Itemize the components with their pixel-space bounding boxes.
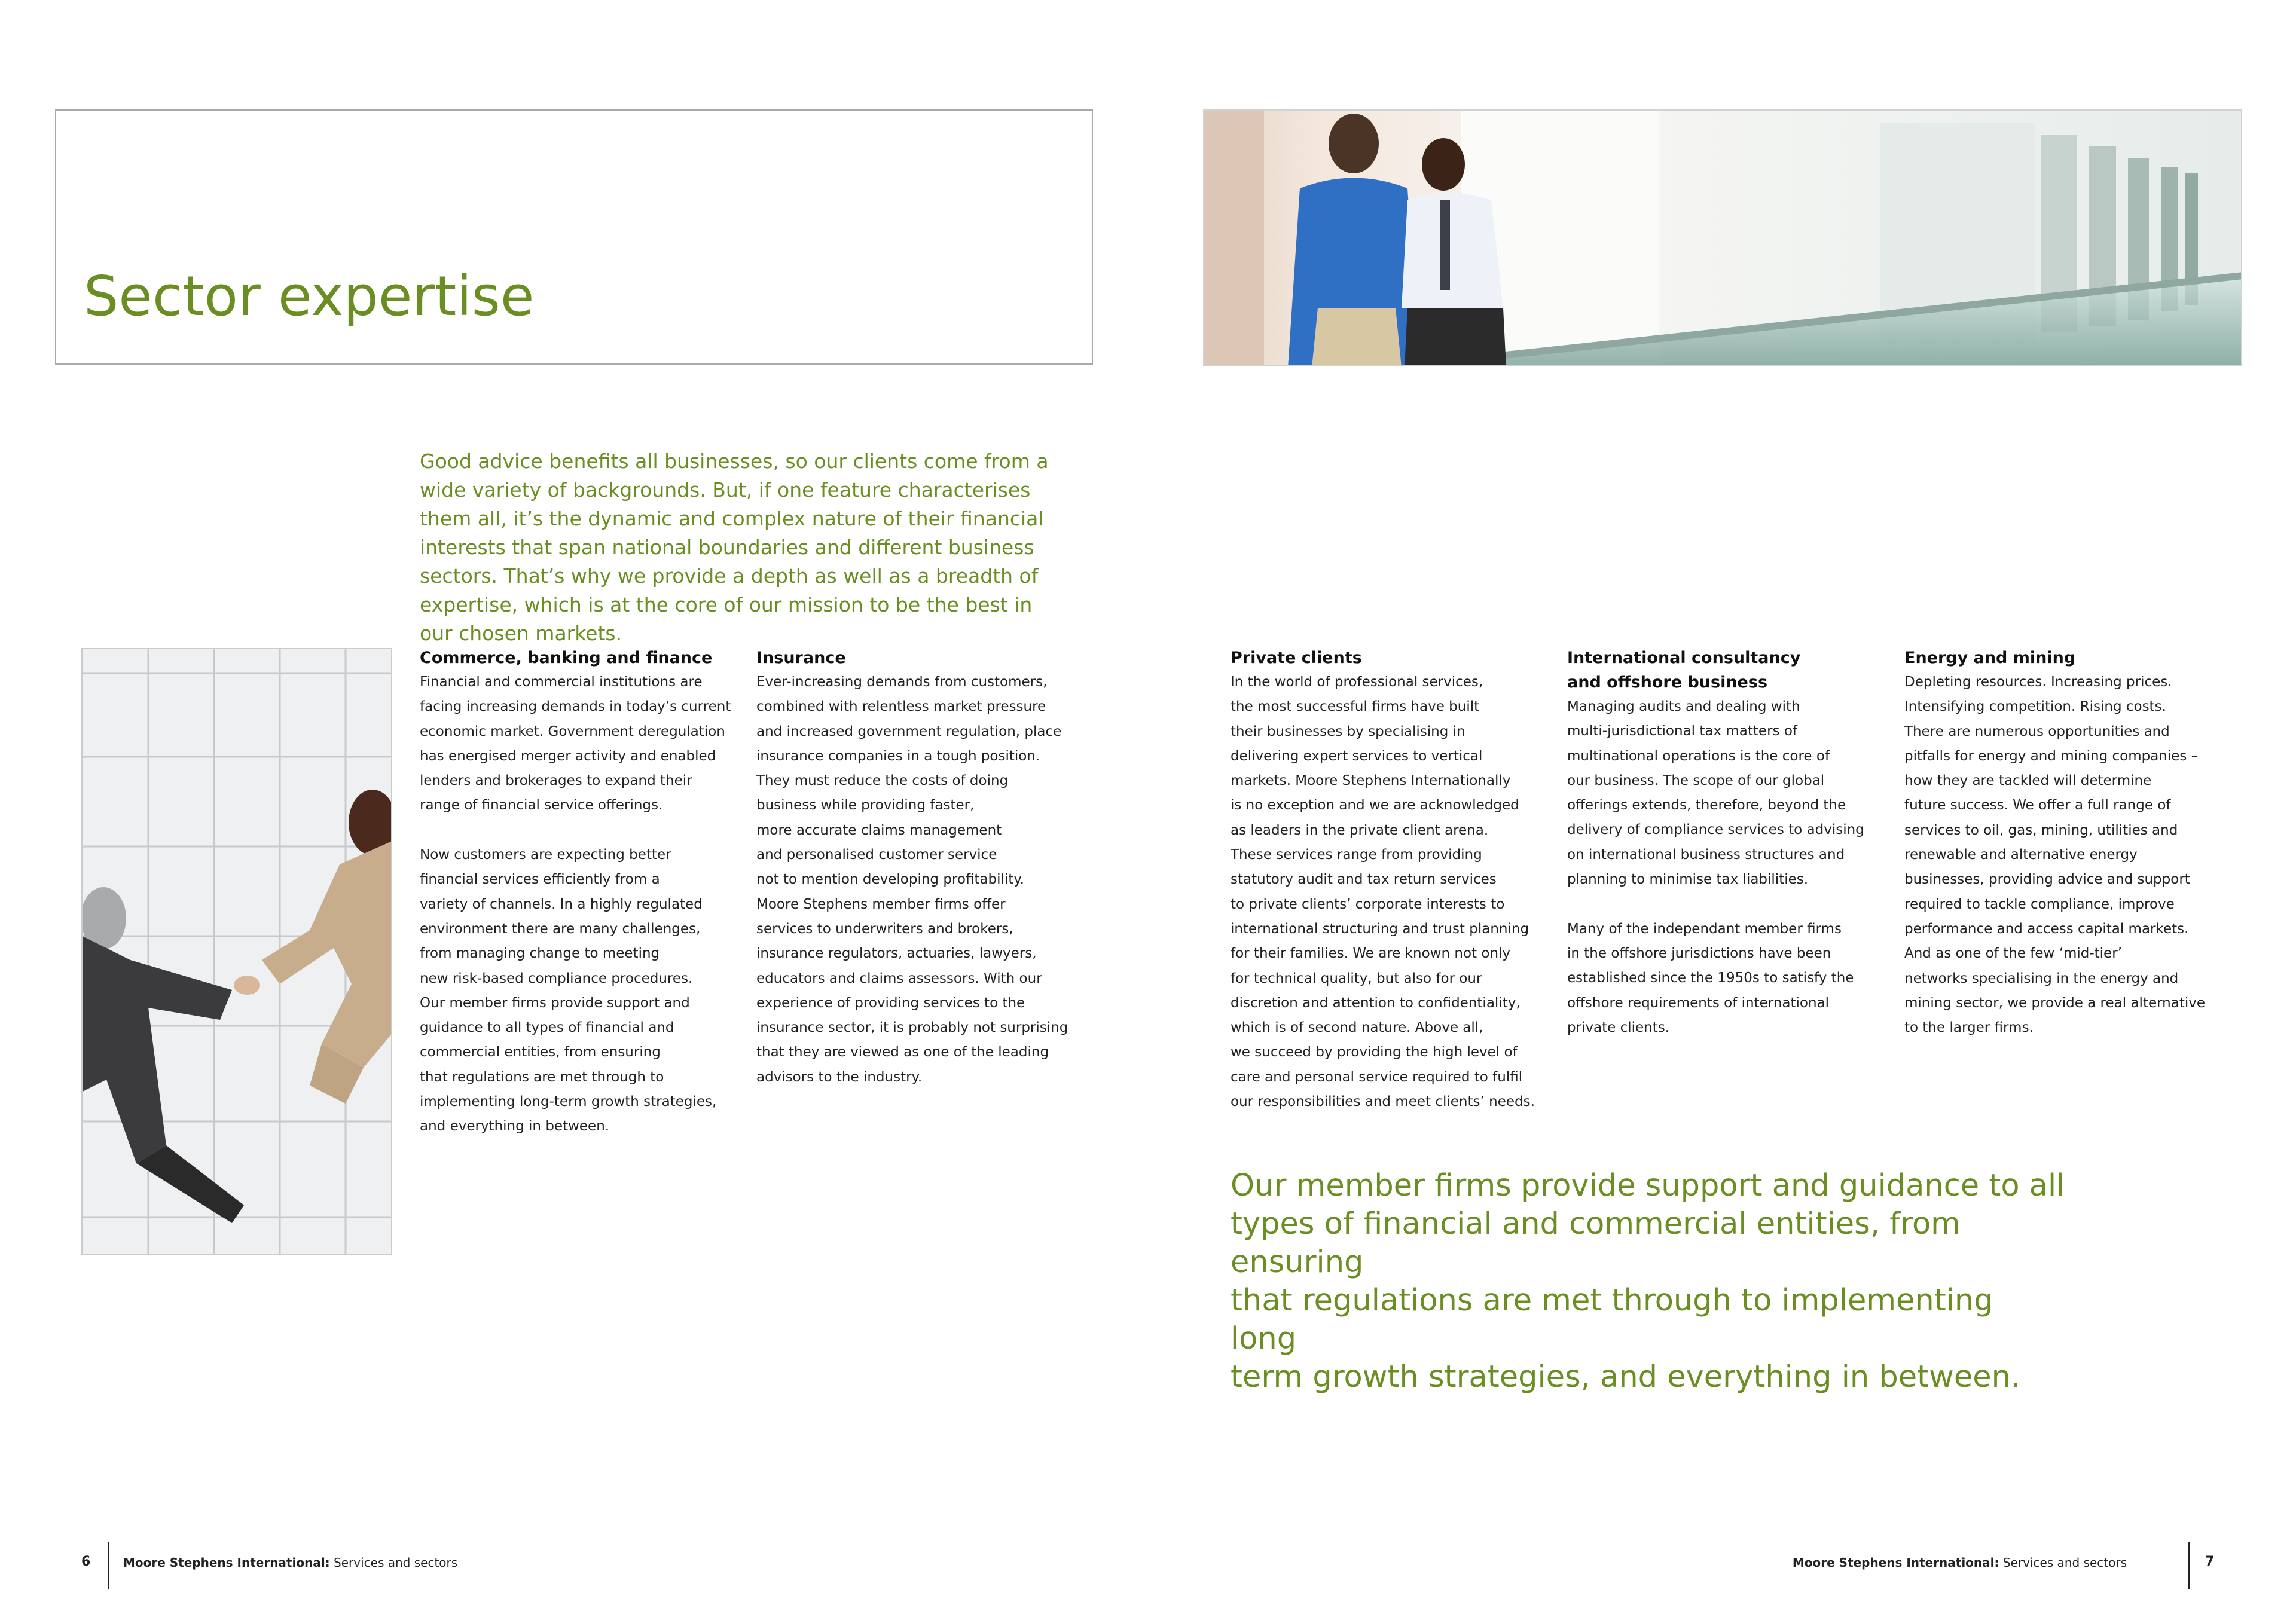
- intro-paragraph: Good advice benefits all businesses, so our clients come from a wide variety of backgrounds. But, if one feature characterises them all, it’s the dynamic and complex nature of their financial interests that span national boundaries and different business sectors. That’s why we provide a depth as well as a breadth of expertise, which is at the core of our mission to be the best in our chosen markets.: [420, 450, 1049, 645]
- section-commerce-heading: Commerce, banking and finance: [420, 649, 713, 667]
- office-photo-graphic: [1204, 111, 2242, 366]
- section-private-clients-body: In the world of professional services, the most successful firms have built their businesses by specialising in delivering expert services to vertical markets. Moore Stephens Internationally is no exception and we are acknowledged as leaders in the private client arena. These services range from providing statutory audit and tax return services to private clients’ corporate interests to international structuring and trust planning for their families. We are known not only for technical quality, but also for our discretion and attention to confidentiality, which is of second nature. Above all, we succeed by providing the high level of care and personal service required to fulfil our responsibilities and meet clients’ needs.: [1231, 674, 1535, 1110]
- section-commerce-body: Financial and commercial institutions are facing increasing demands in today’s current economic market. Government deregulation has energised merger activity and enabled lenders and brokerages to expand their range of financial service offerings. Now customers are expecting better financial services efficiently from a variety of channels. In a highly regulated environment there are many challenges, from managing change to meeting new risk-based compliance procedures. Our member firms provide support and guidance to all types of financial and commercial entities, from ensuring that regulations are met through to implementing long-term growth strategies, and everything in between.: [420, 674, 731, 1135]
- handshake-photo-graphic: [83, 649, 392, 1255]
- footer-section-right: Services and sectors: [1999, 1555, 2127, 1570]
- section-private-clients: [1231, 646, 1553, 1114]
- page-title: Sector expertise: [84, 264, 535, 328]
- footer-label-right: [1793, 1555, 2127, 1570]
- handshake-photo: [81, 648, 392, 1255]
- section-private-clients-heading: Private clients: [1231, 649, 1362, 667]
- office-photo: [1203, 109, 2242, 366]
- pull-quote: Our member firms provide support and guidance to all types of financial and commercial entities, from ensuring that regulations are met through to implementing long term growth strategies, and everything in between.: [1231, 1168, 2065, 1395]
- section-energy-heading: Energy and mining: [1904, 649, 2076, 667]
- footer-brand-left: Moore Stephens International:: [123, 1555, 330, 1570]
- section-insurance-heading: Insurance: [756, 649, 846, 667]
- section-energy-body: Depleting resources. Increasing prices. Intensifying competition. Rising costs. There are numerous opportunities and pitfalls for energy and mining companies – how they are tackled will determine future success. We offer a full range of services to oil, gas, mining, utilities and renewable and alternative energy businesses, providing advice and support required to tackle compliance, improve performance and access capital markets. And as one of the few ‘mid-tier’ networks specialising in the energy and mining sector, we provide a real alternative to the larger firms.: [1904, 674, 2206, 1036]
- footer-label-left: [123, 1555, 457, 1570]
- section-insurance: [756, 646, 1079, 1090]
- footer-divider-left: [108, 1542, 109, 1589]
- section-commerce: [420, 646, 743, 1139]
- section-insurance-body: Ever-increasing demands from customers, combined with relentless market pressure and increased government regulation, place insurance companies in a tough position. They must reduce the costs of doing business while providing faster, more accurate claims management and personalised customer service not to mention developing profitability. Moore Stephens member firms offer services to underwriters and brokers, insurance regulators, actuaries, lawyers, educators and claims assessors. With our experience of providing services to the insurance sector, it is probably not surprising that they are viewed as one of the leading advisors to the industry.: [756, 674, 1068, 1085]
- footer-brand-right: Moore Stephens International:: [1792, 1555, 1999, 1570]
- footer-left: [0, 1542, 1148, 1589]
- section-energy: [1904, 646, 2227, 1040]
- section-international: [1567, 646, 1890, 1040]
- footer-divider-right: [2188, 1542, 2190, 1589]
- page-number-right: 7: [2205, 1554, 2215, 1569]
- footer-right: [1148, 1542, 2296, 1589]
- page-number-left: 6: [81, 1554, 91, 1569]
- section-international-heading: International consultancy and offshore business: [1567, 649, 1801, 692]
- title-box: [55, 109, 1093, 365]
- footer-section-left: Services and sectors: [329, 1555, 458, 1570]
- section-international-body: Managing audits and dealing with multi-jurisdictional tax matters of multinational operations is the core of our business. The scope of our global offerings extends, therefore, beyond the delivery of compliance services to advising on international business structures and planning to minimise tax liabilities. Many of the independant member firms in the offshore jurisdictions have been established since the 1950s to satisfy the offshore requirements of international private clients.: [1567, 699, 1864, 1035]
